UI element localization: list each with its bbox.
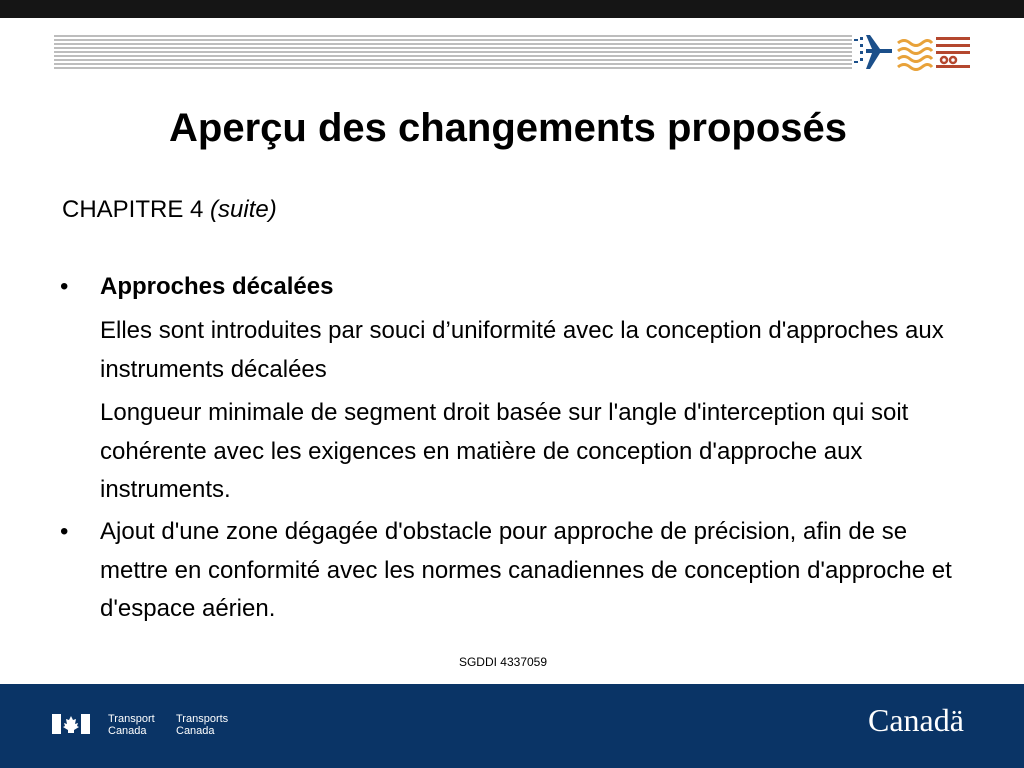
chapter-heading: [62, 195, 277, 225]
header-stripes: [54, 35, 970, 71]
chapter-suffix: (suite): [210, 196, 277, 223]
bullet-text: Ajout d'une zone dégagée d'obstacle pour approche de précision, afin de se mettre en conformité avec les normes canadiennes de conception d'approche et d'espace aérien.: [100, 518, 952, 622]
signature-french: [176, 713, 228, 737]
bullet-marker: •: [60, 518, 69, 545]
top-bar: [0, 0, 1024, 18]
document-reference: SGDDI 4337059: [458, 655, 548, 669]
bullet-paragraph: Elles sont introduites par souci d’uniformité avec la conception d'approches aux instruments décalées: [100, 317, 944, 383]
bullet-marker: •: [60, 273, 69, 300]
bullet-paragraph: Longueur minimale de segment droit basée sur l'angle d'interception qui soit cohérente avec les exigences en matière de conception d'approche aux instruments.: [100, 399, 909, 503]
bullet-heading: Approches décalées: [100, 273, 334, 300]
chapter-label: CHAPITRE 4: [62, 196, 204, 223]
signature-fr-line1: Transports: [176, 713, 229, 725]
signature-fr-line2: Canada: [176, 725, 215, 737]
canada-flag-icon: [52, 714, 90, 734]
signature-en-line1: Transport: [108, 713, 155, 725]
transport-modes-icon: [852, 31, 976, 75]
signature-english: [108, 713, 155, 737]
signature-en-line2: Canada: [108, 725, 147, 737]
canada-wordmark: Canadä: [868, 702, 964, 738]
slide-title: Aperçu des changements proposés: [169, 106, 847, 150]
